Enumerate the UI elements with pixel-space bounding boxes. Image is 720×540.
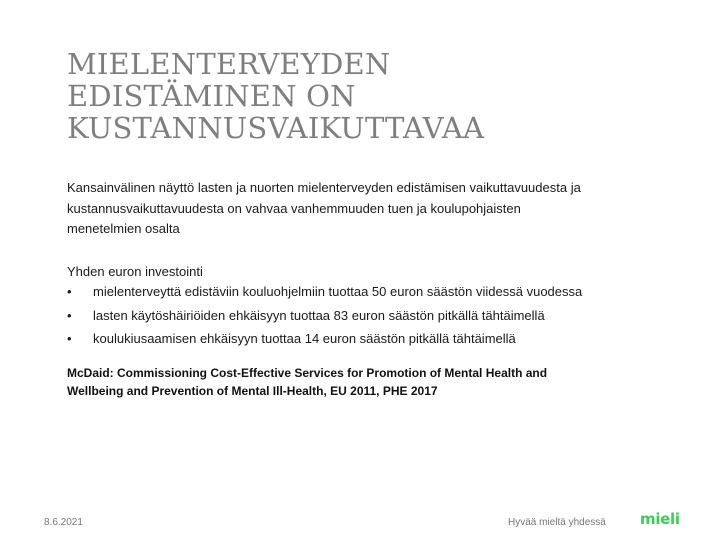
bullet-text: mielenterveyttä edistäviin kouluohjelmiin tuottaa 50 euron säästön viidessä vuodessa [93,284,583,299]
bullet-icon: • [67,307,72,323]
bullet-icon: • [67,331,72,346]
bullet-list [67,282,587,350]
slide-body [67,178,587,400]
footer-tagline: Hyvää mieltä yhdessä [508,517,606,528]
title-line-3: KUSTANNUSVAIKUTTAVAA [67,111,485,145]
slide-title [67,48,667,144]
bullet-text: koulukiusaamisen ehkäisyyn tuottaa 14 euron säästön pitkällä tähtäimellä [93,331,516,346]
reference-citation: McDaid: Commissioning Cost-Effective Services for Promotion of Mental Health and Wellbeing and Prevention of Mental Ill-Health, EU 2011, PHE 2017 [67,365,548,398]
footer-date: 8.6.2021 [44,517,83,528]
title-line-1: MIELENTERVEYDEN [67,47,391,81]
mieli-logo: mieli [640,510,680,528]
bullet-item [67,306,587,327]
bullet-item [67,282,587,303]
intro-paragraph: Kansainvälinen näyttö lasten ja nuorten mielenterveyden edistämisen vaikuttavuudesta ja kustannusvaikuttavuudesta on vahvaa vanhemmuuden tuen ja koulupohjaisten menetelmien osalta [67,180,581,236]
bullet-item [67,329,587,350]
bullet-icon: • [67,284,72,299]
investment-heading: Yhden euron investointi [67,263,203,279]
title-line-2: EDISTÄMINEN ON [67,79,356,113]
bullet-text: lasten käytöshäiriöiden ehkäisyyn tuottaa 83 euron säästön pitkällä tähtäimellä [93,307,545,323]
